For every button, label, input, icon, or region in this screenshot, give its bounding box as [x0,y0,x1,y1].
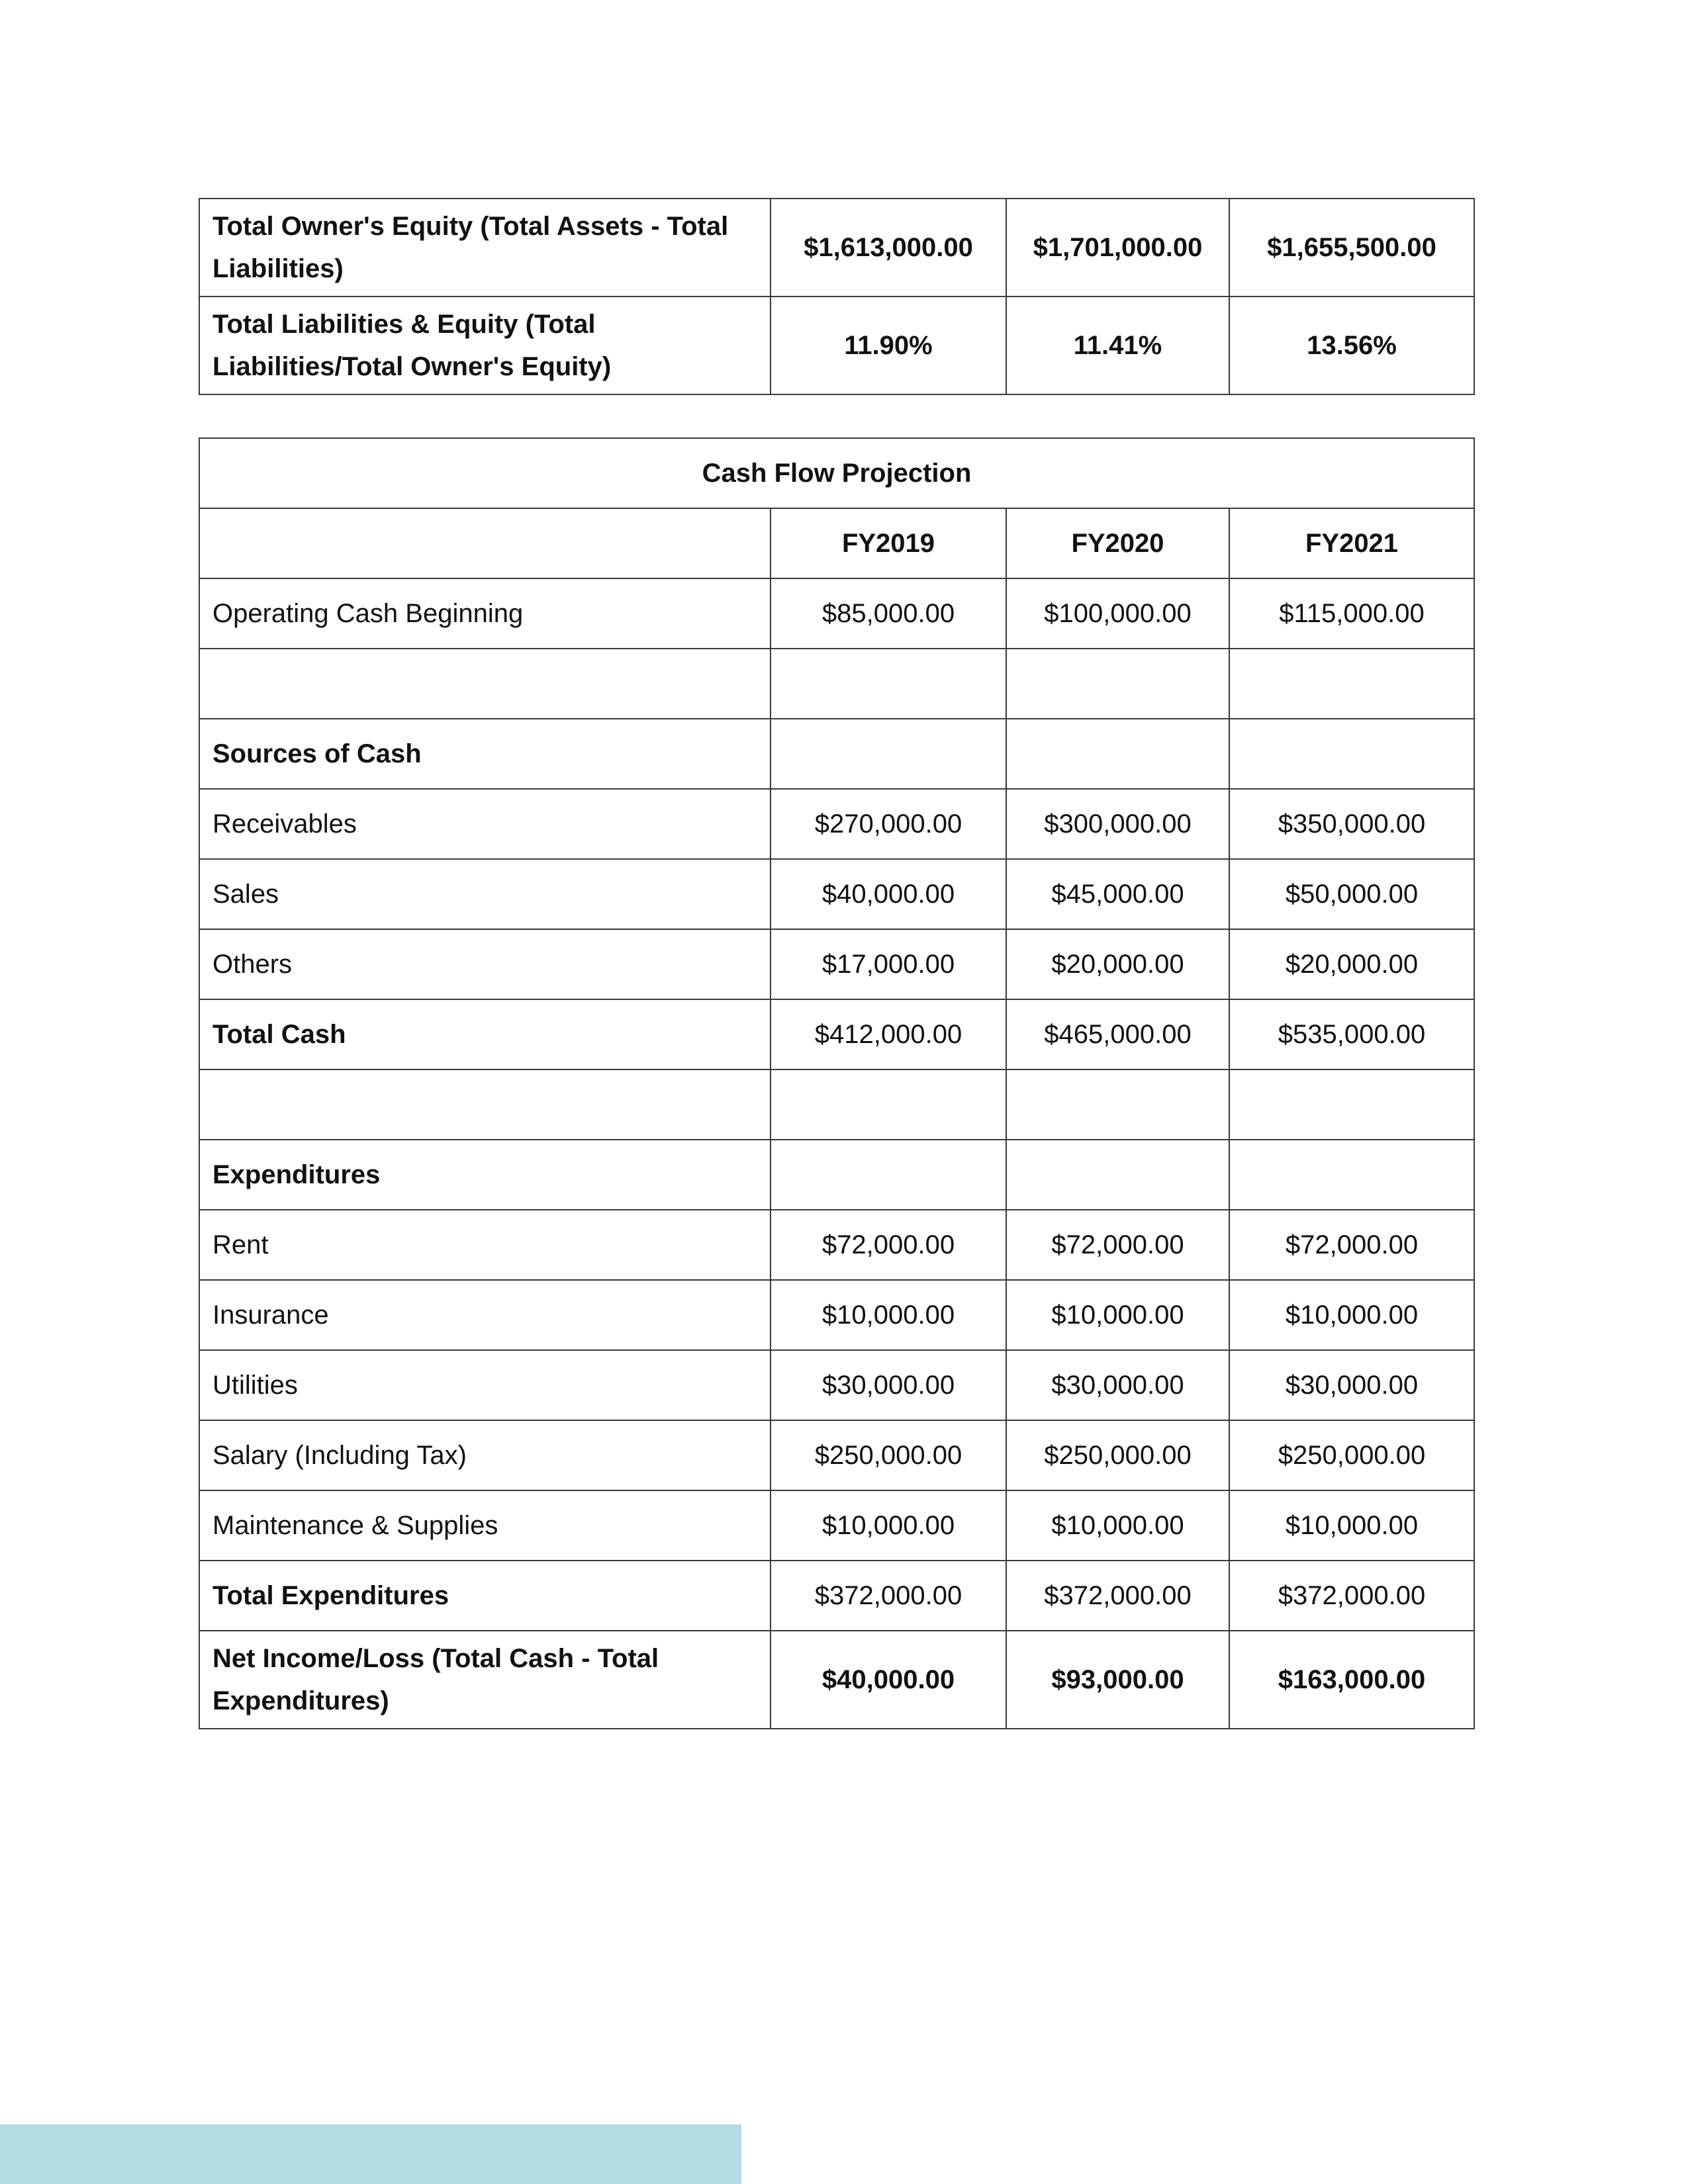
fy2019-value [771,649,1006,719]
row-label: Sales [199,859,771,929]
table-row [199,649,1474,719]
row-label: Salary (Including Tax) [199,1420,771,1490]
table-row [199,1140,1474,1210]
owners-equity-table [199,198,1475,395]
fy2020-value: $372,000.00 [1006,1561,1229,1631]
table-row [199,199,1474,296]
fy2019-value: $72,000.00 [771,1210,1006,1280]
fy2020-value: $100,000.00 [1006,578,1229,649]
fy2020-value: $465,000.00 [1006,999,1229,1069]
fy2019-value: $17,000.00 [771,929,1006,999]
fy2021-value: $50,000.00 [1229,859,1474,929]
fy2020-value: $72,000.00 [1006,1210,1229,1280]
fy2020-value [1006,649,1229,719]
total-label: Total Expenditures [199,1561,771,1631]
table-row [199,1069,1474,1140]
table-row [199,578,1474,649]
table-row [199,789,1474,859]
fy2020-value: $250,000.00 [1006,1420,1229,1490]
table-row [199,1490,1474,1561]
fy2020-value: $20,000.00 [1006,929,1229,999]
table-row [199,1631,1474,1729]
table-title: Cash Flow Projection [199,438,1474,508]
fy2019-value: $250,000.00 [771,1420,1006,1490]
row-label: Utilities [199,1350,771,1420]
table-row [199,999,1474,1069]
section-heading: Sources of Cash [199,719,771,789]
fy2019-value [771,719,1006,789]
fy2019-value: $1,613,000.00 [771,199,1006,296]
table-title-row [199,438,1474,508]
fy2020-value: 11.41% [1006,296,1229,394]
row-label [199,649,771,719]
fy2020-value: $10,000.00 [1006,1280,1229,1350]
fy2021-value: $10,000.00 [1229,1490,1474,1561]
table-row [199,1350,1474,1420]
fy2020-value: $93,000.00 [1006,1631,1229,1729]
fy2020-value: $30,000.00 [1006,1350,1229,1420]
row-label: Total Owner's Equity (Total Assets - Total Liabilities) [199,199,771,296]
fy2019-value: $270,000.00 [771,789,1006,859]
fy2020-value: $45,000.00 [1006,859,1229,929]
fy2021-value [1229,1069,1474,1140]
table-row [199,1280,1474,1350]
fy2021-value: $372,000.00 [1229,1561,1474,1631]
fy2021-value: 13.56% [1229,296,1474,394]
total-label: Total Cash [199,999,771,1069]
table-row [199,1420,1474,1490]
fy2020-value: $10,000.00 [1006,1490,1229,1561]
fy2020-value [1006,1140,1229,1210]
section-heading: Expenditures [199,1140,771,1210]
fy2020-value: $300,000.00 [1006,789,1229,859]
footer-accent-bar [0,2124,741,2184]
fy2021-value [1229,649,1474,719]
table-row [199,929,1474,999]
row-label: Operating Cash Beginning [199,578,771,649]
fy2019-value: $10,000.00 [771,1280,1006,1350]
fy2021-value: $30,000.00 [1229,1350,1474,1420]
column-header-fy2019: FY2019 [771,508,1006,578]
row-label: Insurance [199,1280,771,1350]
column-header-fy2021: FY2021 [1229,508,1474,578]
table-row [199,859,1474,929]
table-row [199,1210,1474,1280]
fy2019-value: $10,000.00 [771,1490,1006,1561]
header-empty-cell [199,508,771,578]
table-row [199,1561,1474,1631]
cash-flow-projection-table [199,437,1475,1729]
fy2019-value: $412,000.00 [771,999,1006,1069]
fy2021-value: $163,000.00 [1229,1631,1474,1729]
row-label: Receivables [199,789,771,859]
fy2019-value: $85,000.00 [771,578,1006,649]
fy2019-value: $372,000.00 [771,1561,1006,1631]
table-row [199,296,1474,394]
fy2021-value: $350,000.00 [1229,789,1474,859]
row-label [199,1069,771,1140]
fy2021-value: $250,000.00 [1229,1420,1474,1490]
fy2019-value [771,1069,1006,1140]
net-income-label: Net Income/Loss (Total Cash - Total Expenditures) [199,1631,771,1729]
fy2020-value [1006,719,1229,789]
row-label: Total Liabilities & Equity (Total Liabilities/Total Owner's Equity) [199,296,771,394]
fy2021-value: $72,000.00 [1229,1210,1474,1280]
table-header-row [199,508,1474,578]
fy2019-value: $40,000.00 [771,859,1006,929]
fy2019-value [771,1140,1006,1210]
fy2021-value: $20,000.00 [1229,929,1474,999]
fy2021-value: $1,655,500.00 [1229,199,1474,296]
fy2020-value [1006,1069,1229,1140]
fy2021-value: $115,000.00 [1229,578,1474,649]
table-row [199,719,1474,789]
row-label: Maintenance & Supplies [199,1490,771,1561]
fy2020-value: $1,701,000.00 [1006,199,1229,296]
fy2019-value: $30,000.00 [771,1350,1006,1420]
column-header-fy2020: FY2020 [1006,508,1229,578]
row-label: Rent [199,1210,771,1280]
fy2021-value [1229,1140,1474,1210]
row-label: Others [199,929,771,999]
fy2019-value: $40,000.00 [771,1631,1006,1729]
fy2021-value [1229,719,1474,789]
fy2021-value: $10,000.00 [1229,1280,1474,1350]
fy2019-value: 11.90% [771,296,1006,394]
fy2021-value: $535,000.00 [1229,999,1474,1069]
